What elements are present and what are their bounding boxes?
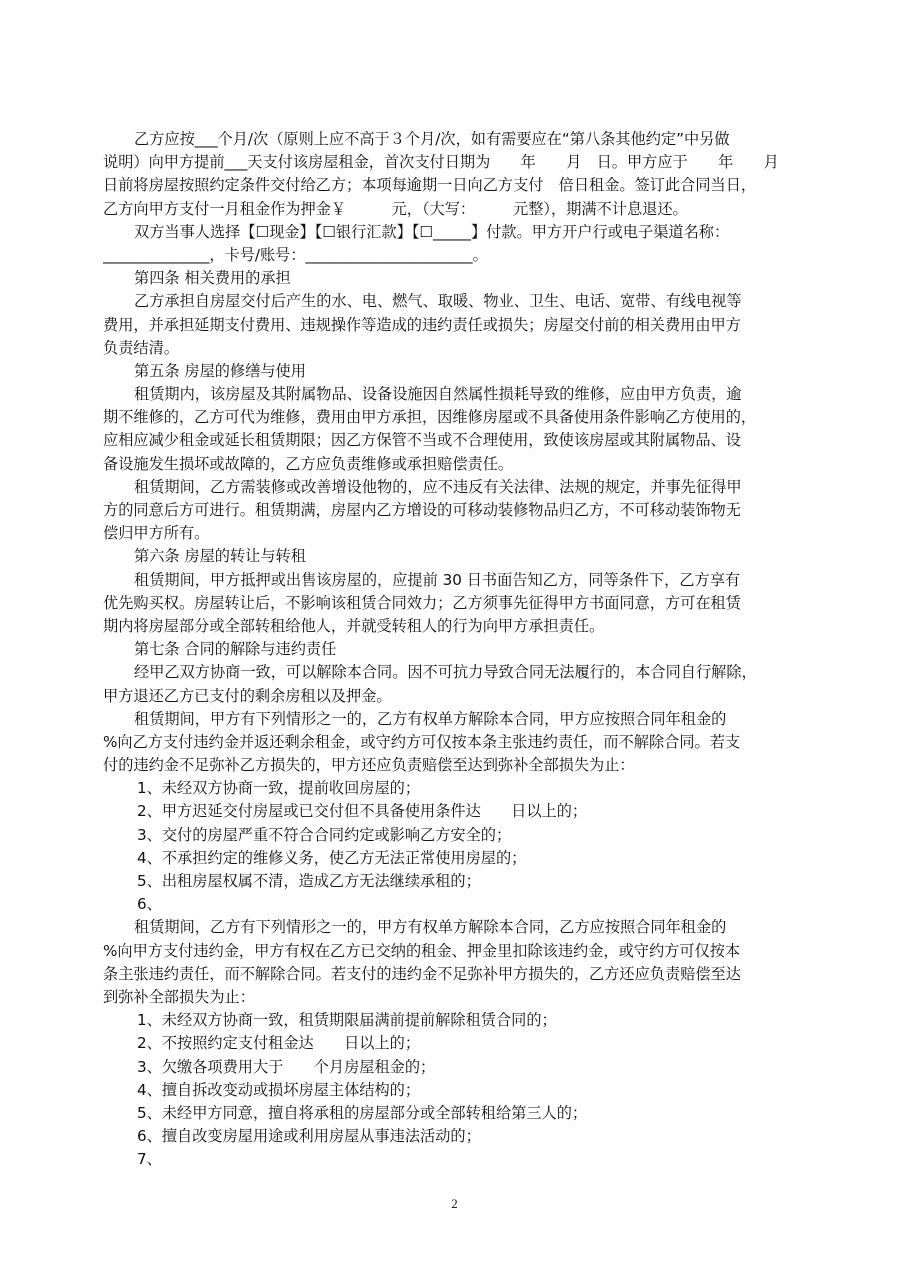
text-line: ______________，卡号/账号：______________________。 (103, 245, 488, 264)
text-line: 备设施发生损坏或故障的，乙方应负责维修或承担赔偿责任。 (103, 454, 514, 473)
text-line: 方的同意后方可进行。租赁期满，房屋内乙方增设的可移动装修物品归乙方，不可移动装饰物无 (103, 501, 741, 519)
text-line: 负责结清。 (103, 338, 179, 357)
text-line: 费用，并承担延期支付费用、违规操作等造成的违约责任或损失；房屋交付前的相关费用由甲方 (103, 315, 741, 334)
text-line: 期内将房屋部分或全部转租给他人，并就受转租人的行为向甲方承担责任。 (103, 616, 605, 635)
text-line: 到弥补全部损失为止： (103, 987, 255, 1006)
text-line: 4、不承担约定的维修义务，使乙方无法正常使用房屋的； (137, 848, 527, 867)
text-line: 期不维修的，乙方可代为维修，费用由甲方承担，因维修房屋或不具备使用条件影响乙方使用的， (103, 408, 757, 427)
text-line: 租赁期间，甲方有下列情形之一的，乙方有权单方解除本合同，甲方应按照合同年租金的 (134, 709, 727, 728)
text-line: 租赁期间，乙方需装修或改善增设他物的，应不违反有关法律、法规的规定，并事先征得甲 (134, 477, 742, 496)
text-line: 2、甲方迟延交付房屋或已交付但不具备使用条件达 日以上的； (137, 802, 588, 821)
text-line: 租赁期内，该房屋及其附属物品、设备设施因自然属性损耗导致的维修，应由甲方负责，逾 (134, 385, 742, 404)
contract-body (103, 128, 809, 1171)
text-line: 乙方向甲方支付一月租金作为押金￥ 元，（大写： 元整），期满不计息退还。 (103, 199, 688, 218)
text-line: 优先购买权。房屋转让后，不影响该租赁合同效力；乙方须事先征得甲方书面同意，方可在租赁 (103, 593, 741, 612)
text-line: 第六条 房屋的转让与转租 (134, 547, 306, 566)
text-line: 乙方承担自房屋交付后产生的水、电、燃气、取暖、物业、卫生、电话、宽带、有线电视等 (134, 292, 742, 311)
text-line: 第五条 房屋的修缮与使用 (134, 361, 306, 380)
text-line: 说明）向甲方提前___天支付该房屋租金，首次支付日期为 年 月 日。甲方应于 年 月 (103, 153, 779, 172)
text-line: 3、交付的房屋严重不符合合同约定或影响乙方安全的； (137, 825, 512, 844)
text-line: 日前将房屋按照约定条件交付给乙方；本项每逾期一日向乙方支付 倍日租金。签订此合同当日， (103, 176, 757, 195)
text-line: 租赁期间，乙方有下列情形之一的，甲方有权单方解除本合同，乙方应按照合同年租金的 (134, 918, 727, 937)
text-line: 5、未经甲方同意，擅自将承租的房屋部分或全部转租给第三人的； (137, 1103, 588, 1122)
text-line: %向甲方支付违约金，甲方有权在乙方已交纳的租金、押金里扣除该违约金，或守约方可仅按本 (103, 941, 741, 960)
text-line: 1、未经双方协商一致，租赁期限届满前提前解除租赁合同的； (137, 1011, 557, 1030)
text-line: 应相应减少租金或延长租赁期限；因乙方保管不当或不合理使用，致使该房屋或其附属物品、设 (103, 431, 741, 450)
text-line: 付的违约金不足弥补乙方损失的，甲方还应负责赔偿至达到弥补全部损失为止： (103, 756, 635, 775)
text-line: 偿归甲方所有。 (103, 524, 210, 543)
text-line: %向乙方支付违约金并返还剩余租金，或守约方可仅按本条主张违约责任，而不解除合同。若支 (103, 732, 741, 751)
text-line: 1、未经双方协商一致，提前收回房屋的； (137, 779, 421, 798)
text-line: 条主张违约责任，而不解除合同。若支付的违约金不足弥补甲方损失的，乙方还应负责赔偿至达 (103, 964, 741, 983)
text-line: 第四条 相关费用的承担 (134, 269, 291, 288)
text-line: 乙方应按___个月/次（原则上应不高于３个月/次，如有需要应在“第八条其他约定”中另做 (134, 130, 730, 148)
text-line: 4、擅自拆改变动或损坏房屋主体结构的； (137, 1080, 421, 1099)
text-line: 5、出租房屋权属不清，造成乙方无法继续承租的； (137, 872, 481, 890)
text-line: 7、 (137, 1150, 162, 1169)
text-line: 租赁期间，甲方抵押或出售该房屋的，应提前 30 日书面告知乙方，同等条件下，乙方享有 (134, 570, 741, 589)
page-number: 2 (451, 1196, 458, 1211)
text-line: 2、不按照约定支付租金达 日以上的； (137, 1034, 421, 1053)
text-line: 甲方退还乙方已支付的剩余房租以及押金。 (103, 686, 392, 705)
text-line: 6、擅自改变房屋用途或利用房屋从事违法活动的； (137, 1127, 481, 1146)
text-line: 双方当事人选择【☐现金】【☐银行汇款】【☐_____】付款。甲方开户行或电子渠道名称： (134, 222, 730, 241)
text-line: 第七条 合同的解除与违约责任 (134, 640, 337, 659)
text-line: 经甲乙双方协商一致，可以解除本合同。因不可抗力导致合同无法履行的，本合同自行解除， (134, 663, 757, 682)
text-line: 6、 (137, 895, 162, 914)
text-line: 3、欠缴各项费用大于 个月房屋租金的； (137, 1057, 436, 1076)
